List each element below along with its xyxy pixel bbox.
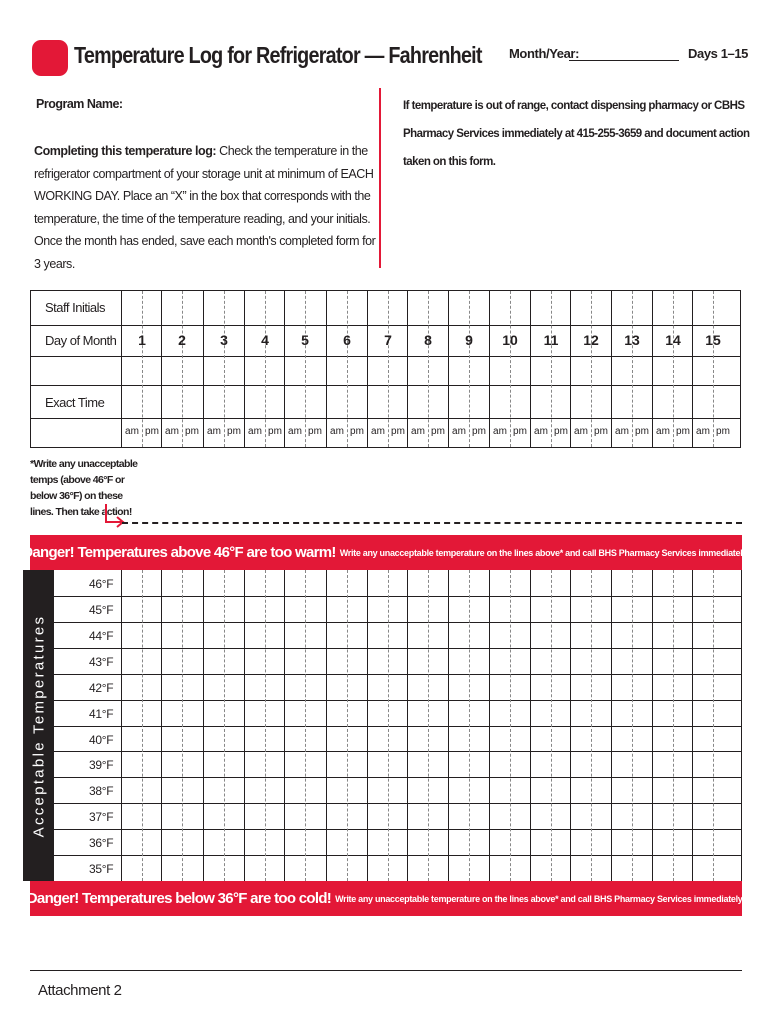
temperature-label [89, 784, 129, 798]
am-pm-labels [449, 426, 489, 437]
page-title: Temperature Log for Refrigerator — Fahrenheit [74, 42, 482, 68]
footer-rule [30, 970, 742, 971]
day-number: 11 [543, 332, 559, 348]
grid-line [31, 596, 741, 597]
grid-column-line [692, 570, 693, 881]
pm-label[interactable]: pm [431, 426, 445, 437]
degree-unit: °F [101, 654, 114, 669]
temperature-value: 39 [89, 758, 102, 773]
staff-initials-label: Staff Initials [45, 300, 105, 315]
grid-column-line [570, 291, 571, 447]
grid-line [31, 622, 741, 623]
temperature-label [89, 655, 129, 669]
am-pm-divider [347, 570, 348, 881]
am-pm-labels [204, 426, 244, 437]
grid-column-line [203, 291, 204, 447]
temperature-value: 42 [89, 680, 102, 695]
am-pm-divider [551, 291, 552, 447]
pm-label[interactable]: pm [391, 426, 405, 437]
am-pm-divider [469, 570, 470, 881]
grid-column-line [161, 570, 162, 881]
out-of-range-warning: If temperature is out of range, contact dispensing pharmacy or CBHS Pharmacy Services immediately at 415-255-3659 and document action taken on this form. [403, 100, 750, 168]
day-number: 10 [502, 332, 518, 348]
instructions-body: Check the temperature in the refrigerator compartment of your storage unit at minimum of EACH WORKING DAY. Place an “X” in the box that corresponds with the temperature, the time of the temperature reading, and your initials. Once the month has ended, save each month's completed form for 3 years. [34, 144, 376, 271]
am-pm-divider [591, 570, 592, 881]
grid-column-line [367, 570, 368, 881]
danger-too-warm-banner [22, 535, 750, 570]
am-label[interactable]: am [615, 426, 629, 437]
am-pm-divider [632, 291, 633, 447]
temperature-label [89, 681, 129, 695]
temperature-value: 37 [89, 810, 102, 825]
pm-label[interactable]: pm [268, 426, 282, 437]
grid-column-line [530, 570, 531, 881]
am-pm-labels [327, 426, 367, 437]
day-number: 3 [220, 332, 228, 348]
day-number: 8 [424, 332, 432, 348]
degree-unit: °F [101, 758, 114, 773]
grid-column-line [611, 570, 612, 881]
am-label[interactable]: am [165, 426, 179, 437]
pm-label[interactable]: pm [594, 426, 608, 437]
am-label[interactable]: am [330, 426, 344, 437]
day-number: 7 [384, 332, 392, 348]
am-pm-divider [224, 291, 225, 447]
am-pm-labels [162, 426, 202, 437]
grid-column-line [203, 570, 204, 881]
am-pm-divider [713, 570, 714, 881]
am-pm-labels [490, 426, 530, 437]
grid-line [31, 325, 740, 326]
am-pm-labels [531, 426, 571, 437]
am-pm-divider [142, 570, 143, 881]
am-label[interactable]: am [411, 426, 425, 437]
am-pm-labels [408, 426, 448, 437]
temperature-value: 45 [89, 602, 102, 617]
temperature-value: 38 [89, 784, 102, 799]
am-pm-labels [285, 426, 325, 437]
pm-label[interactable]: pm [554, 426, 568, 437]
pm-label[interactable]: pm [308, 426, 322, 437]
degree-unit: °F [101, 680, 114, 695]
grid-column-line [570, 570, 571, 881]
degree-unit: °F [101, 602, 114, 617]
unacceptable-temps-note: *Write any unacceptable temps (above 46°F or below 36°F) on these lines. Then take action! [30, 458, 138, 518]
grid-column-line [489, 570, 490, 881]
pm-label[interactable]: pm [227, 426, 241, 437]
month-year-label: Month/Year: [509, 46, 579, 61]
grid-line [31, 855, 741, 856]
unacceptable-temps-lines[interactable] [122, 522, 742, 524]
am-label[interactable]: am [371, 426, 385, 437]
am-pm-divider [713, 291, 714, 447]
day-number: 1 [138, 332, 146, 348]
am-label[interactable]: am [656, 426, 670, 437]
am-label[interactable]: am [125, 426, 139, 437]
am-pm-labels [245, 426, 285, 437]
grid-column-line [692, 291, 693, 447]
day-number: 14 [665, 332, 681, 348]
program-name-label: Program Name: [36, 97, 123, 111]
temperature-label [89, 733, 129, 747]
grid-column-line [448, 291, 449, 447]
grid-line [31, 418, 740, 419]
divider [379, 88, 381, 268]
day-number: 13 [624, 332, 640, 348]
am-pm-divider [265, 291, 266, 447]
grid-column-line [448, 570, 449, 881]
instructions [34, 140, 379, 275]
grid-column-line [367, 291, 368, 447]
temperature-value: 40 [89, 732, 102, 747]
grid-column-line [244, 291, 245, 447]
temperature-label [89, 707, 129, 721]
am-pm-divider [510, 570, 511, 881]
instructions-heading: Completing this temperature log: [34, 144, 217, 158]
grid-column-line [489, 291, 490, 447]
pm-label[interactable]: pm [716, 426, 730, 437]
am-pm-divider [182, 291, 183, 447]
am-pm-divider [182, 570, 183, 881]
grid-line [31, 777, 741, 778]
temperature-value: 43 [89, 654, 102, 669]
am-pm-divider [551, 570, 552, 881]
am-label[interactable]: am [493, 426, 507, 437]
am-label[interactable]: am [574, 426, 588, 437]
exact-time-label: Exact Time [45, 395, 105, 410]
am-label[interactable]: am [207, 426, 221, 437]
grid-column-line [407, 570, 408, 881]
am-label[interactable]: am [288, 426, 302, 437]
grid-line [31, 803, 741, 804]
grid-line [31, 829, 741, 830]
grid-line [31, 356, 740, 357]
am-pm-divider [388, 570, 389, 881]
am-pm-labels [571, 426, 611, 437]
degree-unit: °F [101, 836, 114, 851]
logo-mark [32, 40, 68, 76]
temperature-label [89, 810, 129, 824]
am-pm-divider [428, 570, 429, 881]
am-pm-divider [469, 291, 470, 447]
days-range-label: Days 1–15 [688, 46, 749, 61]
grid-line [31, 751, 741, 752]
grid-column-line [284, 570, 285, 881]
danger-too-cold-instruction: Write any unacceptable temperature on the lines above* and call BHS Pharmacy Services immediately! [335, 893, 746, 904]
day-number: 4 [261, 332, 269, 348]
temperature-label [89, 629, 129, 643]
pm-label[interactable]: pm [676, 426, 690, 437]
acceptable-temperatures-label: Acceptable Temperatures [30, 614, 47, 837]
am-pm-labels [612, 426, 652, 437]
am-pm-divider [305, 570, 306, 881]
am-pm-divider [388, 291, 389, 447]
am-label[interactable]: am [534, 426, 548, 437]
am-pm-labels [122, 426, 162, 437]
day-number: 9 [465, 332, 473, 348]
grid-line [31, 726, 741, 727]
grid-column-line [244, 570, 245, 881]
temperature-grid [30, 570, 742, 881]
temperature-value: 44 [89, 628, 102, 643]
am-pm-divider [224, 570, 225, 881]
degree-unit: °F [101, 706, 114, 721]
grid-column-line [326, 291, 327, 447]
staff-time-grid [30, 290, 741, 448]
am-pm-divider [428, 291, 429, 447]
grid-column-line [407, 291, 408, 447]
temperature-label [89, 836, 129, 850]
am-pm-divider [265, 570, 266, 881]
day-of-month-label: Day of Month [45, 333, 117, 348]
temperature-label [89, 603, 129, 617]
am-pm-labels [368, 426, 408, 437]
grid-line [31, 674, 741, 675]
temperature-value: 41 [89, 706, 102, 721]
grid-line [31, 648, 741, 649]
am-label[interactable]: am [452, 426, 466, 437]
day-number: 12 [583, 332, 599, 348]
am-pm-divider [673, 291, 674, 447]
am-pm-divider [347, 291, 348, 447]
month-year-field[interactable] [569, 60, 679, 61]
degree-unit: °F [101, 862, 114, 877]
grid-column-line [121, 570, 122, 881]
grid-column-line [530, 291, 531, 447]
danger-too-warm-instruction: Write any unacceptable temperature on the lines above* and call BHS Pharmacy Services immediately! [339, 547, 750, 558]
day-number: 6 [343, 332, 351, 348]
am-pm-divider [632, 570, 633, 881]
degree-unit: °F [101, 577, 114, 591]
grid-column-line [326, 570, 327, 881]
pm-label[interactable]: pm [145, 426, 159, 437]
pm-label[interactable]: pm [635, 426, 649, 437]
grid-column-line [121, 291, 122, 447]
danger-too-cold-text: Danger! Temperatures below 36°F are too cold! [26, 890, 332, 907]
grid-line [31, 385, 740, 386]
temperature-label [89, 577, 129, 591]
am-label[interactable]: am [696, 426, 710, 437]
pm-label[interactable]: pm [185, 426, 199, 437]
degree-unit: °F [101, 628, 114, 643]
danger-too-warm-text: Danger! Temperatures above 46°F are too warm! [22, 544, 336, 561]
am-pm-divider [673, 570, 674, 881]
am-pm-divider [305, 291, 306, 447]
am-pm-divider [591, 291, 592, 447]
am-pm-labels [693, 426, 733, 437]
am-pm-divider [142, 291, 143, 447]
day-number: 2 [178, 332, 186, 348]
arrow-icon [102, 502, 128, 530]
grid-column-line [284, 291, 285, 447]
degree-unit: °F [101, 810, 114, 825]
degree-unit: °F [101, 784, 114, 799]
day-number: 5 [301, 332, 309, 348]
day-number: 15 [705, 332, 721, 348]
grid-column-line [161, 291, 162, 447]
temperature-label [89, 862, 129, 876]
am-pm-labels [653, 426, 693, 437]
temperature-value: 36 [89, 836, 102, 851]
pm-label[interactable]: pm [472, 426, 486, 437]
degree-unit: °F [101, 732, 114, 747]
grid-column-line [652, 291, 653, 447]
danger-too-cold-banner [26, 881, 746, 916]
temperature-value: 35 [89, 862, 102, 877]
am-pm-divider [510, 291, 511, 447]
grid-column-line [611, 291, 612, 447]
attachment-label: Attachment 2 [38, 982, 122, 999]
temperature-label [89, 758, 129, 772]
pm-label[interactable]: pm [513, 426, 527, 437]
pm-label[interactable]: pm [350, 426, 364, 437]
grid-line [31, 700, 741, 701]
temperature-value: 46 [89, 577, 102, 591]
acceptable-temperatures-bar [23, 570, 54, 881]
grid-column-line [652, 570, 653, 881]
am-label[interactable]: am [248, 426, 262, 437]
